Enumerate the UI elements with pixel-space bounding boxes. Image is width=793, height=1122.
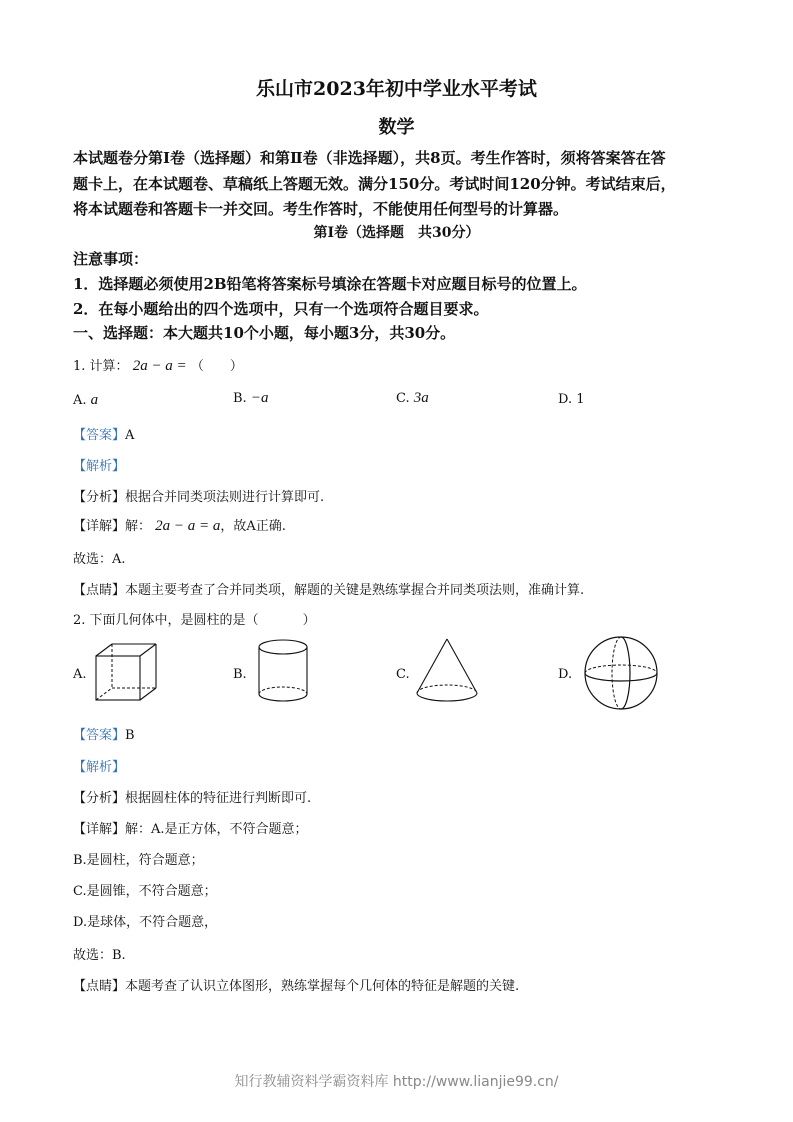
q2-option-a-label: A.	[73, 667, 87, 682]
q1-detail-suffix: ，故A正确.	[220, 519, 286, 534]
q1-option-a-label: A.	[73, 393, 87, 408]
q1-answer	[73, 424, 134, 443]
q2-comment-text: 本题考查了认识立体图形，熟练掌握每个几何体的特征是解题的关键.	[125, 979, 520, 994]
q2-option-b-label: B.	[233, 667, 247, 682]
q2-fenxi-text: 根据圆柱体的特征进行判断即可.	[125, 791, 312, 806]
q1-stem	[73, 355, 243, 375]
q1-paren-close: ）	[229, 359, 243, 374]
q1-fenxi	[73, 486, 324, 505]
q1-answer-value: A	[125, 428, 135, 443]
intro-line-1: 本试题卷分第Ⅰ卷（选择题）和第Ⅱ卷（非选择题），共8页。考生作答时，须将答案答在答	[73, 149, 666, 167]
cube-figure	[92, 642, 162, 704]
q1-comment	[73, 579, 584, 598]
q2-stem	[73, 609, 316, 628]
q1-fenxi-text: 根据合并同类项法则进行计算即可.	[125, 490, 325, 505]
section-heading: 一、选择题：本大题共10个小题，每小题3分，共30分。	[73, 324, 456, 342]
q1-comment-tag: 【点睛】	[73, 583, 126, 598]
q2-detail-line-4: D.是球体，不符合题意，	[73, 915, 218, 930]
q1-comment-text: 本题主要考查了合并同类项，解题的关键是熟练掌握合并同类项法则，准确计算.	[125, 583, 585, 598]
intro-line-3: 将本试题卷和答题卡一并交回。考生作答时，不能使用任何型号的计算器。	[73, 200, 569, 218]
q1-paren-open: （	[190, 359, 204, 374]
cone-figure	[414, 637, 480, 705]
q2-answer	[73, 724, 135, 743]
notice-2: 2．在每小题给出的四个选项中，只有一个选项符合题目要求。	[73, 300, 489, 318]
q1-analysis-tag: 【解析】	[73, 459, 126, 474]
q2-paren-open: （	[245, 613, 259, 628]
footer-watermark: 知行教辅资料学霸资料库 http://www.lianjie99.cn/	[234, 1074, 559, 1090]
q1-option-c	[396, 390, 429, 407]
q2-stem-text: 2. 下面几何体中，是圆柱的是	[73, 613, 246, 628]
q2-answer-tag: 【答案】	[73, 728, 126, 743]
q1-choose: 故选：A.	[73, 552, 126, 567]
q2-answer-value: B	[125, 728, 135, 743]
q2-option-c-label: C.	[396, 667, 410, 682]
q1-option-d-value: 1	[576, 392, 585, 407]
q2-comment-tag: 【点睛】	[73, 979, 126, 994]
q2-comment	[73, 975, 519, 994]
q1-option-c-value: 3a	[413, 390, 429, 406]
q2-detail-line-3: C.是圆锥，不符合题意；	[73, 884, 217, 899]
intro-line-2: 题卡上，在本试题卷、草稿纸上答题无效。满分150分。考试时间120分钟。考试结束后，	[73, 175, 676, 193]
q1-option-c-label: C.	[396, 391, 410, 406]
q2-fenxi	[73, 787, 311, 806]
q1-option-a-value: a	[90, 392, 99, 408]
subject-title: 数学	[378, 117, 415, 138]
q1-option-a	[73, 392, 98, 409]
q1-detail-math: 2a − a = a	[155, 518, 221, 534]
cylinder-figure	[255, 638, 311, 704]
q2-fenxi-tag: 【分析】	[73, 791, 126, 806]
q2-paren-close: ）	[302, 613, 316, 628]
q2-analysis-tag: 【解析】	[73, 760, 126, 775]
q2-option-d-label: D.	[558, 667, 573, 682]
q1-option-b-value: −a	[250, 390, 269, 406]
q2-detail-line-2: B.是圆柱，符合题意；	[73, 853, 204, 868]
sphere-figure	[582, 636, 660, 710]
exam-title: 乐山市2023年初中学业水平考试	[256, 78, 537, 100]
notice-heading: 注意事项：	[73, 250, 149, 268]
q1-option-b-label: B.	[233, 391, 247, 406]
q2-detail-tag: 【详解】	[73, 822, 126, 837]
q2-choose: 故选：B.	[73, 948, 126, 963]
q1-option-b	[233, 390, 268, 407]
q1-answer-tag: 【答案】	[73, 428, 126, 443]
q1-detail-tag: 【详解】	[73, 519, 126, 534]
volume-heading: 第Ⅰ卷（选择题 共30分）	[313, 225, 480, 241]
q1-detail	[73, 515, 286, 535]
q1-fenxi-tag: 【分析】	[73, 490, 126, 505]
q1-stem-math: 2a − a =	[132, 358, 187, 374]
q1-option-d-label: D.	[558, 392, 573, 407]
q2-detail-1	[73, 818, 308, 837]
q1-option-d	[558, 392, 585, 407]
q1-detail-prefix: 解：	[125, 519, 152, 534]
notice-1: 1．选择题必须使用2B铅笔将答案标号填涂在答题卡对应题目标号的位置上。	[73, 275, 587, 293]
q2-detail-line-1: 解：A.是正方体，不符合题意；	[125, 822, 308, 837]
q1-stem-prefix: 1. 计算：	[73, 359, 129, 374]
